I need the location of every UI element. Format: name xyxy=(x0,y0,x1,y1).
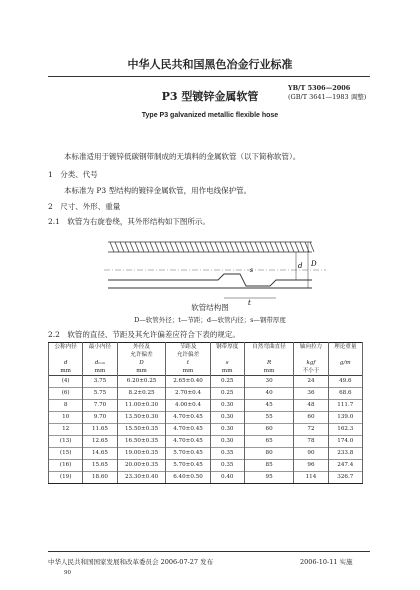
ridge-line xyxy=(305,242,309,252)
header-sub-2: 允许偏差 xyxy=(117,351,166,359)
table-cell: 48 xyxy=(294,400,328,412)
table-cell: 6.20±0.25 xyxy=(117,376,166,388)
table-cell: 0.30 xyxy=(210,412,244,424)
label-D: D xyxy=(311,260,317,268)
table-cell: 60 xyxy=(294,412,328,424)
table-cell: 0.40 xyxy=(210,472,244,484)
table-cell: (15) xyxy=(49,448,83,460)
ridge-line xyxy=(295,242,299,252)
standard-title-en: Type P3 galvanized metallic flexible hose xyxy=(141,112,279,119)
ridge-line xyxy=(280,242,284,252)
header-rule xyxy=(48,76,370,77)
ridge-line xyxy=(205,242,209,252)
table-cell: 60 xyxy=(244,424,293,436)
table-cell: 0.30 xyxy=(210,436,244,448)
header-label-6: 轴向拉力 xyxy=(294,343,328,352)
table-cell: 16.50±0.35 xyxy=(117,436,166,448)
table-cell: (4) xyxy=(49,376,83,388)
header-sub-1 xyxy=(83,351,117,359)
header-label-7: 理论重量 xyxy=(328,343,362,352)
table-cell: 4.70±0.45 xyxy=(166,412,210,424)
clause-2-2: 2.2 软管的直径、节距及其允许偏差应符合下表的规定。 xyxy=(48,330,240,339)
table-cell: (16) xyxy=(49,460,83,472)
hose-dimensions-table xyxy=(48,342,363,484)
header-sub-3: 允许偏差 xyxy=(166,351,210,359)
table-row xyxy=(49,448,363,460)
table-cell: 20.00±0.35 xyxy=(117,460,166,472)
header-sym-1: dₘᵢₙ xyxy=(83,359,117,367)
header-label-4: 钢带厚度 xyxy=(210,343,244,352)
table-row xyxy=(49,436,363,448)
table-cell: 6.40±0.50 xyxy=(166,472,210,484)
effective-date: 2006-10-11 实施 xyxy=(300,558,353,566)
header-sym-6: kgf xyxy=(294,359,328,367)
table-row xyxy=(49,472,363,484)
section-2-heading: 2 尺寸、外形、重量 xyxy=(48,202,121,211)
table-cell: 15.65 xyxy=(83,460,117,472)
ridge-line xyxy=(190,242,194,252)
table-cell: 30 xyxy=(244,376,293,388)
table-cell: 14.65 xyxy=(83,448,117,460)
table-row xyxy=(49,388,363,400)
header-unit-0: mm xyxy=(49,367,83,376)
ridge-line xyxy=(255,242,259,252)
ridge-line xyxy=(245,242,249,252)
table-cell: 2.70±0.4 xyxy=(166,388,210,400)
ridge-line xyxy=(200,242,204,252)
table-cell: 4.70±0.45 xyxy=(166,424,210,436)
label-s: s xyxy=(250,267,254,274)
table-cell: 12 xyxy=(49,424,83,436)
corrugation-ridges xyxy=(110,242,314,252)
table-cell: 11.00±0.30 xyxy=(117,400,166,412)
header-sub-6 xyxy=(294,351,328,359)
table-cell: 247.4 xyxy=(328,460,362,472)
ridge-line xyxy=(235,242,239,252)
table-cell: 174.0 xyxy=(328,436,362,448)
figure-caption: 软管结构图 xyxy=(191,303,229,312)
table-cell: 24 xyxy=(294,376,328,388)
standard-code: YB/T 5306—2006 xyxy=(288,84,351,92)
header-sub-0 xyxy=(49,351,83,359)
table-cell: 162.3 xyxy=(328,424,362,436)
header-sym-2: D xyxy=(117,359,166,367)
header-unit-1: mm xyxy=(83,367,117,376)
table-cell: 85 xyxy=(244,460,293,472)
table-row xyxy=(49,376,363,388)
table-cell: 18.60 xyxy=(83,472,117,484)
table-cell: 80 xyxy=(244,448,293,460)
table-cell: 0.30 xyxy=(210,400,244,412)
ridge-line xyxy=(180,242,184,252)
ridge-line xyxy=(145,242,149,252)
ridge-line xyxy=(165,242,169,252)
table-cell: 8 xyxy=(49,400,83,412)
intro-paragraph: 本标准适用于镀锌低碳钢带制成的无填料的金属软管（以下简称软管）。 xyxy=(64,152,301,161)
label-d: d xyxy=(298,262,303,270)
table-cell: 23.30±0.40 xyxy=(117,472,166,484)
ridge-line xyxy=(310,242,314,252)
ridge-line xyxy=(195,242,199,252)
header-unit-5: mm xyxy=(244,367,293,376)
ridge-line xyxy=(185,242,189,252)
table-cell: 19.00±0.35 xyxy=(117,448,166,460)
table-cell: 233.8 xyxy=(328,448,362,460)
clause-2-1: 2.1 软管为右旋卷绕，其外形结构如下图所示。 xyxy=(48,217,210,226)
table-cell: 90 xyxy=(294,448,328,460)
header-sym-3: t xyxy=(166,359,210,367)
ridge-line xyxy=(240,242,244,252)
header-label-3: 节距及 xyxy=(166,343,210,352)
table-cell: 10 xyxy=(49,412,83,424)
table-cell: 12.65 xyxy=(83,436,117,448)
table-cell: 9.70 xyxy=(83,412,117,424)
table-cell: 4.00±0.4 xyxy=(166,400,210,412)
ridge-line xyxy=(155,242,159,252)
section-1-text: 本标准为 P3 型结构的镀锌金属软管，用作电线保护管。 xyxy=(64,186,252,195)
table-cell: 45 xyxy=(244,400,293,412)
header-label-0: 公称内径 xyxy=(49,343,83,352)
table-cell: (13) xyxy=(49,436,83,448)
header-sub-4 xyxy=(210,351,244,359)
issuer-line: 中华人民共和国国家发展和改革委员会 2006-07-27 发布 xyxy=(48,558,214,566)
standard-title-cn: P3 型镀锌金属软管 xyxy=(161,90,259,103)
table-cell: 72 xyxy=(294,424,328,436)
ridge-line xyxy=(135,242,139,252)
header-unit-7 xyxy=(328,367,362,376)
header-label-5: 自然弯曲直径 xyxy=(244,343,293,352)
ridge-line xyxy=(130,242,134,252)
ridge-line xyxy=(265,242,269,252)
ridge-line xyxy=(210,242,214,252)
table-cell: 0.30 xyxy=(210,424,244,436)
table-cell: 78 xyxy=(294,436,328,448)
ridge-line xyxy=(120,242,124,252)
table-cell: 7.70 xyxy=(83,400,117,412)
table-cell: 326.7 xyxy=(328,472,362,484)
table-cell: 5.75 xyxy=(83,388,117,400)
table-cell: 36 xyxy=(294,388,328,400)
table-cell: 0.35 xyxy=(210,460,244,472)
figure-legend: D—软管外径；t—节距；d—软管内径；s—钢带厚度 xyxy=(134,316,286,324)
header-sym-4: s xyxy=(210,359,244,367)
header-label-2: 外径及 xyxy=(117,343,166,352)
header-sym-5: R xyxy=(244,359,293,367)
table-cell: 3.75 xyxy=(83,376,117,388)
ridge-line xyxy=(160,242,164,252)
header-sub-7 xyxy=(328,351,362,359)
table-cell: 111.7 xyxy=(328,400,362,412)
table-cell: 139.0 xyxy=(328,412,362,424)
table-cell: (19) xyxy=(49,472,83,484)
ridge-line xyxy=(215,242,219,252)
ridge-line xyxy=(275,242,279,252)
page-number: 90 xyxy=(64,570,71,576)
table-cell: 15.50±0.35 xyxy=(117,424,166,436)
header-sym-0: d xyxy=(49,359,83,367)
table-cell: 68.6 xyxy=(328,388,362,400)
table-cell: 0.25 xyxy=(210,388,244,400)
ridge-line xyxy=(170,242,174,252)
table-cell: 40 xyxy=(244,388,293,400)
table-cell: 4.70±0.45 xyxy=(166,436,210,448)
ridge-line xyxy=(300,242,304,252)
ridge-line xyxy=(230,242,234,252)
ridge-line xyxy=(285,242,289,252)
header-sub-5 xyxy=(244,351,293,359)
table-cell: 5.70±0.45 xyxy=(166,460,210,472)
section-profile xyxy=(108,274,312,286)
header-label-1: 最小内径 xyxy=(83,343,117,352)
table-cell: (6) xyxy=(49,388,83,400)
section-1-heading: 1 分类、代号 xyxy=(48,170,98,179)
table-cell: 5.70±0.45 xyxy=(166,448,210,460)
ridge-line xyxy=(125,242,129,252)
issuing-authority-title: 中华人民共和国黑色冶金行业标准 xyxy=(127,58,293,71)
table-row xyxy=(49,424,363,436)
table-cell: 49.6 xyxy=(328,376,362,388)
table-row xyxy=(49,400,363,412)
ridge-line xyxy=(290,242,294,252)
ridge-line xyxy=(110,242,114,252)
table-cell: 2.65±0.40 xyxy=(166,376,210,388)
replaced-standard: (GB/T 3641—1983 调整) xyxy=(288,93,367,101)
label-t: t xyxy=(248,299,251,305)
hose-structure-figure xyxy=(100,230,330,305)
table-cell: 96 xyxy=(294,460,328,472)
table-cell: 114 xyxy=(294,472,328,484)
table-cell: 0.35 xyxy=(210,448,244,460)
header-unit-3: mm xyxy=(166,367,210,376)
header-unit-4: mm xyxy=(210,367,244,376)
header-unit-2: mm xyxy=(117,367,166,376)
table-cell: 11.65 xyxy=(83,424,117,436)
table-row xyxy=(49,460,363,472)
table-cell: 0.25 xyxy=(210,376,244,388)
table-cell: 55 xyxy=(244,412,293,424)
table-cell: 13.50±0.30 xyxy=(117,412,166,424)
ridge-line xyxy=(270,242,274,252)
ridge-line xyxy=(220,242,224,252)
header-unit-6: 不小于 xyxy=(294,367,328,376)
table-row xyxy=(49,412,363,424)
ridge-line xyxy=(115,242,119,252)
ridge-line xyxy=(175,242,179,252)
ridge-line xyxy=(250,242,254,252)
table-cell: 8.2±0.25 xyxy=(117,388,166,400)
ridge-line xyxy=(140,242,144,252)
header-sym-7: g/m xyxy=(328,359,362,367)
footer-rule xyxy=(48,551,370,552)
table-cell: 65 xyxy=(244,436,293,448)
ridge-line xyxy=(150,242,154,252)
ridge-line xyxy=(260,242,264,252)
table-cell: 95 xyxy=(244,472,293,484)
ridge-line xyxy=(225,242,229,252)
